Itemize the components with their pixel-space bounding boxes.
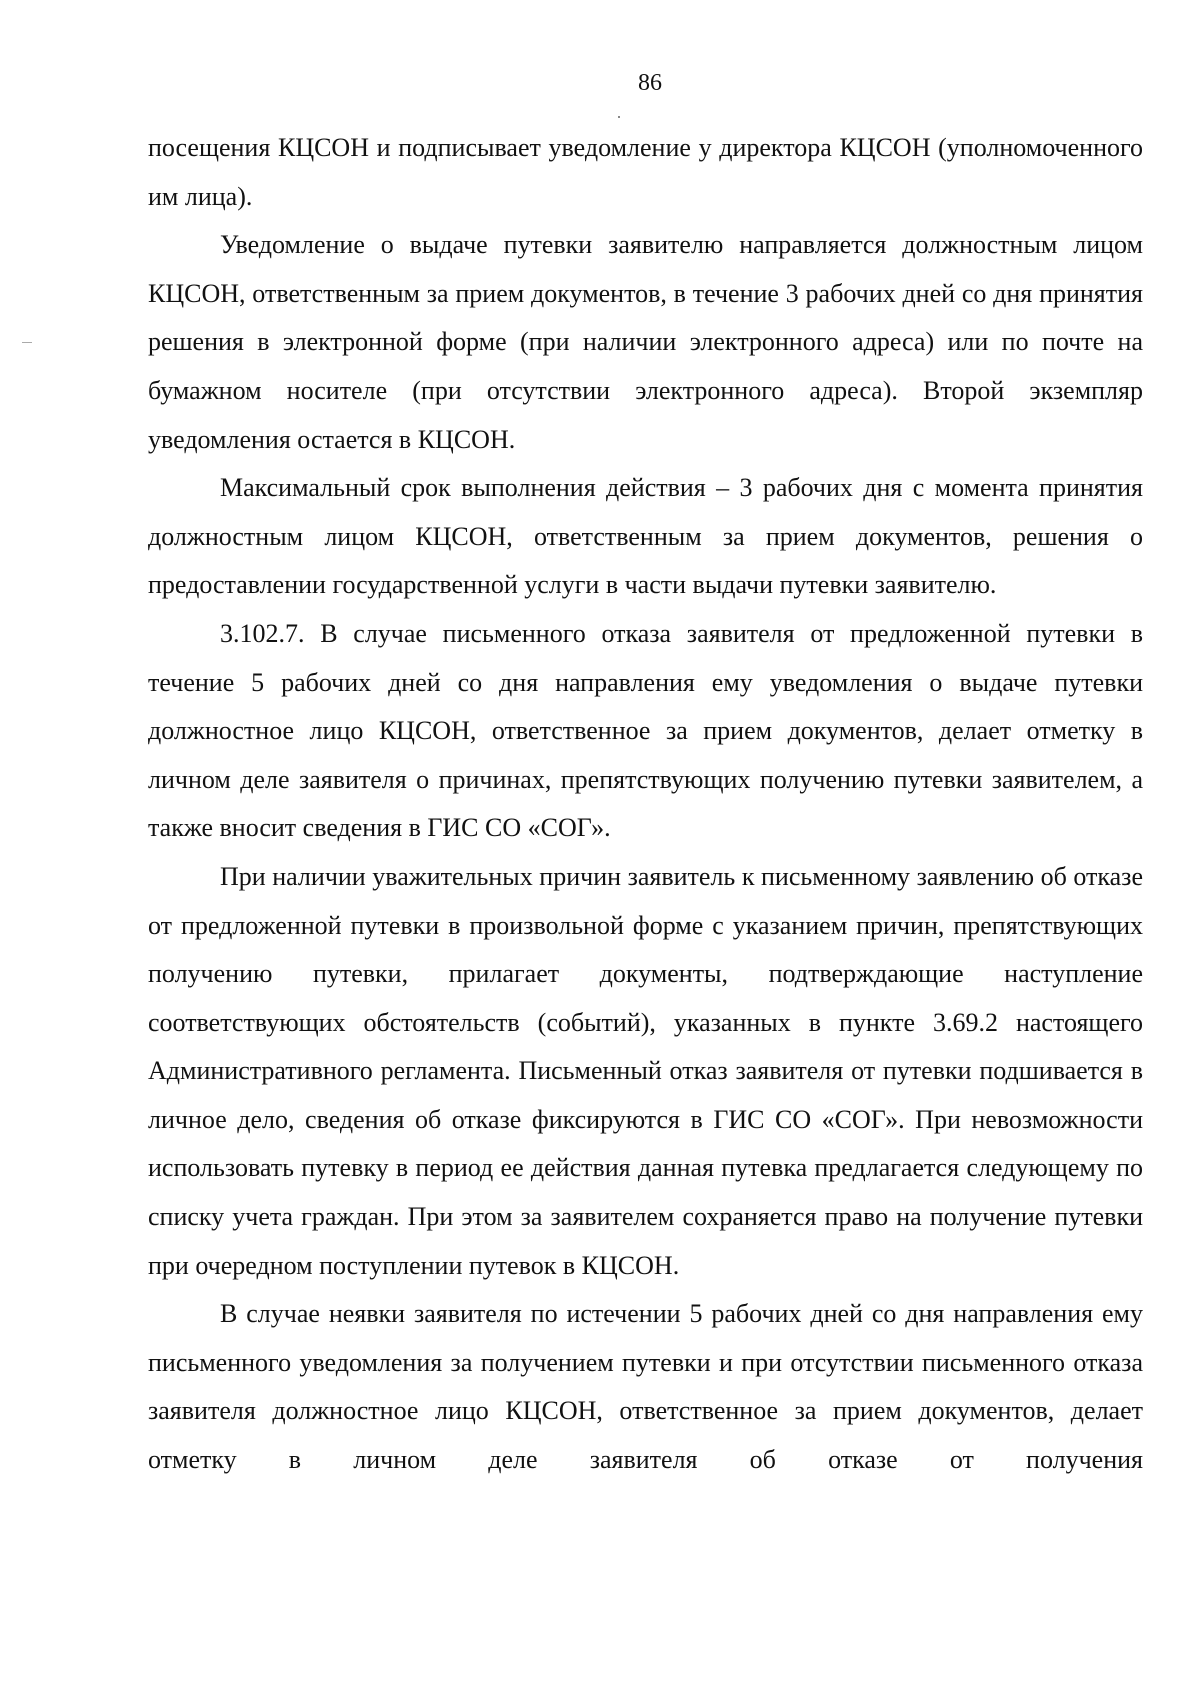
paragraph-no-show: В случае неявки заявителя по истечении 5 рабочих дней со дня направления ему письменного уведомления за получением путевки и при отсутствии письменного отказа заявителя должностное лицо КЦСОН, ответственное за прием документов, делает отметку в личном деле заявителя об отказе от получения [148, 1299, 1143, 1475]
paragraph-max-term: Максимальный срок выполнения действия – 3 рабочих дня с момента принятия должностным лицом КЦСОН, ответственным за прием документов, решения о предоставлении государственной услуги в части выдачи путевки заявителю. [148, 473, 1143, 600]
paragraph-continuation: посещения КЦСОН и подписывает уведомление у директора КЦСОН (уполномоченного им лица). [148, 133, 1143, 211]
paragraph-section-3-102-7: 3.102.7. В случае письменного отказа заявителя от предложенной путевки в течение 5 рабочих дней со дня направления ему уведомления о выдаче путевки должностное лицо КЦСОН, ответственное за прием документов, делает отметку в личном деле заявителя о причинах, препятствующих получению путевки заявителем, а также вносит сведения в ГИС СО «СОГ». [148, 618, 1143, 843]
page-number: 86 [638, 70, 662, 96]
paragraph-notification: Уведомление о выдаче путевки заявителю направляется должностным лицом КЦСОН, ответственным за прием документов, в течение 3 рабочих дней со дня принятия решения в электронной форме (при наличии электронного адреса) или по почте на бумажном носителе (при отсутствии электронного адреса). Второй экземпляр уведомления остается в КЦСОН. [148, 230, 1143, 454]
scan-margin-mark [22, 342, 32, 343]
paragraph-valid-reasons: При наличии уважительных причин заявитель к письменному заявлению об отказе от предложенной путевки в произвольной форме с указанием причин, препятствующих получению путевки, прилагает документы, подтверждающие наступление соответствующих обстоятельств (событий), указанных в пункте 3.69.2 настоящего Административного регламента. Письменный отказ заявителя от путевки подшивается в личное дело, сведения об отказе фиксируются в ГИС СО «СОГ». При невозможности использовать путевку в период ее действия данная путевка предлагается следующему по списку учета граждан. При этом за заявителем сохраняется право на получение путевки при очередном поступлении путевок в КЦСОН. [148, 861, 1143, 1280]
document-body [148, 124, 1143, 1485]
scan-speck [618, 116, 620, 118]
